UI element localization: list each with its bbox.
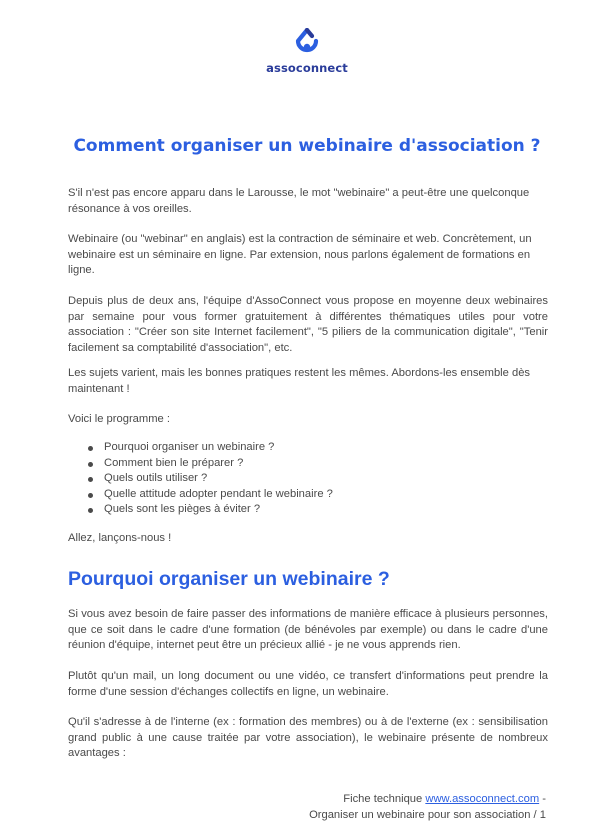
intro-paragraph-3: Depuis plus de deux ans, l'équipe d'AssoConnect vous propose en moyenne deux webinaires par semaine pour vous former gratuitement à différentes thématiques utiles pour votre association : "Créer son site Internet facilement", "5 piliers de la communication digitale", "Tenir facilement sa comptabilité d'association", etc. <box>68 295 548 354</box>
list-item: Quels outils utiliser ? <box>68 471 548 487</box>
footer-line-1 <box>309 792 546 808</box>
footer-line-2: Organiser un webinaire pour son association / 1 <box>309 808 546 821</box>
intro-paragraph-5: Voici le programme : <box>68 413 170 425</box>
section-heading: Pourquoi organiser un webinaire ? <box>68 568 390 590</box>
logo-text: assoconnect <box>266 61 348 75</box>
section-paragraph-1: Si vous avez besoin de faire passer des informations de manière efficace à plusieurs personnes, que ce soit dans le cadre d'une formation (de bénévoles par exemple) ou dans le cadre d'une réunion d'équipe, internet peut être un précieux allié - je ne vous apprends rien. <box>68 608 548 651</box>
section-paragraph-3: Qu'il s'adresse à de l'interne (ex : formation des membres) ou à de l'externe (ex : sensibilisation grand public à une cause traitée par votre association), le webinaire présente de nombreux avantages : <box>68 716 548 759</box>
assoconnect-logo-icon <box>294 28 320 58</box>
intro-paragraph-4: Les sujets varient, mais les bonnes pratiques restent les mêmes. Abordons-les ensemble dès maintenant ! <box>68 367 531 395</box>
list-item: Pourquoi organiser un webinaire ? <box>68 440 548 456</box>
list-item: Comment bien le préparer ? <box>68 456 548 472</box>
page-footer <box>309 792 546 823</box>
footer-prefix: Fiche technique <box>343 793 426 805</box>
program-list <box>68 440 548 518</box>
intro-paragraph-1: S'il n'est pas encore apparu dans le Larousse, le mot "webinaire" a peut-être une quelconque résonance à vos oreilles. <box>68 187 530 215</box>
list-item: Quels sont les pièges à éviter ? <box>68 502 548 518</box>
list-item: Quelle attitude adopter pendant le webinaire ? <box>68 487 548 503</box>
footer-link[interactable]: www.assoconnect.com <box>425 793 540 805</box>
page-title: Comment organiser un webinaire d'association ? <box>73 136 541 156</box>
footer-suffix: - <box>539 793 546 805</box>
intro-paragraph-6: Allez, lançons-nous ! <box>68 532 172 544</box>
section-paragraph-2: Plutôt qu'un mail, un long document ou une vidéo, ce transfert d'informations peut prendre la forme d'une session d'échanges collectifs en ligne, un webinaire. <box>68 670 548 698</box>
intro-paragraph-2: Webinaire (ou "webinar" en anglais) est la contraction de séminaire et web. Concrètement, un webinaire est un séminaire en ligne. Par extension, nous parlons également de formations en ligne. <box>68 233 532 276</box>
logo <box>0 28 614 75</box>
